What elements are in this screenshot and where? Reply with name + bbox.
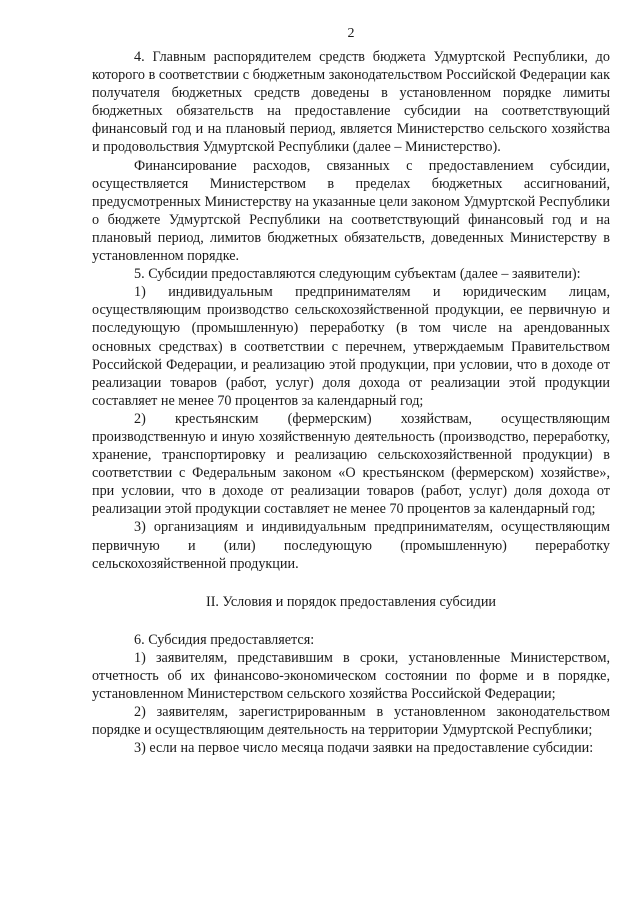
paragraph-item-6: 6. Субсидия предоставляется: xyxy=(134,631,315,648)
paragraph-item-4: 4. Главным распорядителем средств бюджета Удмуртской Республики, до которого в соответствии с бюджетным законодательством Российской Федерации как получателя бюджетных средств доведены в установленном порядке лимиты бюджетных обязательств на предоставление субсидии на соответствующий финансовый год и на плановый период, является Министерство сельского хозяйства и продовольствия Удмуртской Республики (далее – Министерство). xyxy=(92,49,610,156)
paragraph-subitem-2: 2) крестьянским (фермерским) хозяйствам, осуществляющим производственную и иную хозяйственную деятельность (производство, переработку, хранение, транспортировку и реализацию сельскохозяйственной продукции) в соответствии с Федеральным законом «О крестьянском (фермерском) хозяйстве», при условии, что в доходе от реализации товаров (работ, услуг) доля дохода от реализации этой продукции составляет не менее 70 процентов за календарный год; xyxy=(92,410,610,518)
paragraph-financing: Финансирование расходов, связанных с предоставлением субсидии, осуществляется Министерством в пределах бюджетных ассигнований, предусмотренных Министерству на указанные цели законом Удмуртской Республики о бюджете Удмуртской Республики на соответствующий финансовый год и на плановый период, лимитов бюджетных обязательств, доведенных Министерству в установленном порядке. xyxy=(92,157,610,265)
paragraph-subitem-3: 3) организациям и индивидуальным предпринимателям, осуществляющим первичную и (или) последующую (промышленную) переработку сельскохозяйственной продукции. xyxy=(92,519,610,572)
paragraph-condition-3: 3) если на первое число месяца подачи заявки на предоставление субсидии: xyxy=(134,740,594,757)
section-two-text xyxy=(92,631,610,758)
paragraph-condition-1: 1) заявителям, представившим в сроки, установленные Министерством, отчетность об их финансово-экономическом состоянии по форме и в порядке, установленном Министерством сельского хозяйства Российской Федерации; xyxy=(92,649,610,703)
page-number: 2 xyxy=(347,26,355,41)
section-heading: II. Условия и порядок предоставления субсидии xyxy=(205,593,497,610)
paragraph-condition-2: 2) заявителям, зарегистрированным в установленном законодательством порядке и осуществляющим деятельность на территории Удмуртской Республики; xyxy=(92,704,610,739)
paragraph-item-5: 5. Субсидии предоставляются следующим субъектам (далее – заявители): xyxy=(134,266,581,283)
paragraph-subitem-1: 1) индивидуальным предпринимателям и юридическим лицам, осуществляющим производство сельскохозяйственной продукции, ее первичную и последующую (промышленную) переработку (в том числе на арендованных основных средствах) в соответствии с перечнем, утверждаемым Правительством Российской Федерации, и реализацию этой продукции, при условии, что в доходе от реализации товаров (работ, услуг) доля дохода от реализации этой продукции составляет не менее 70 процентов за календарный год; xyxy=(92,284,610,409)
section-one-text xyxy=(92,48,610,573)
